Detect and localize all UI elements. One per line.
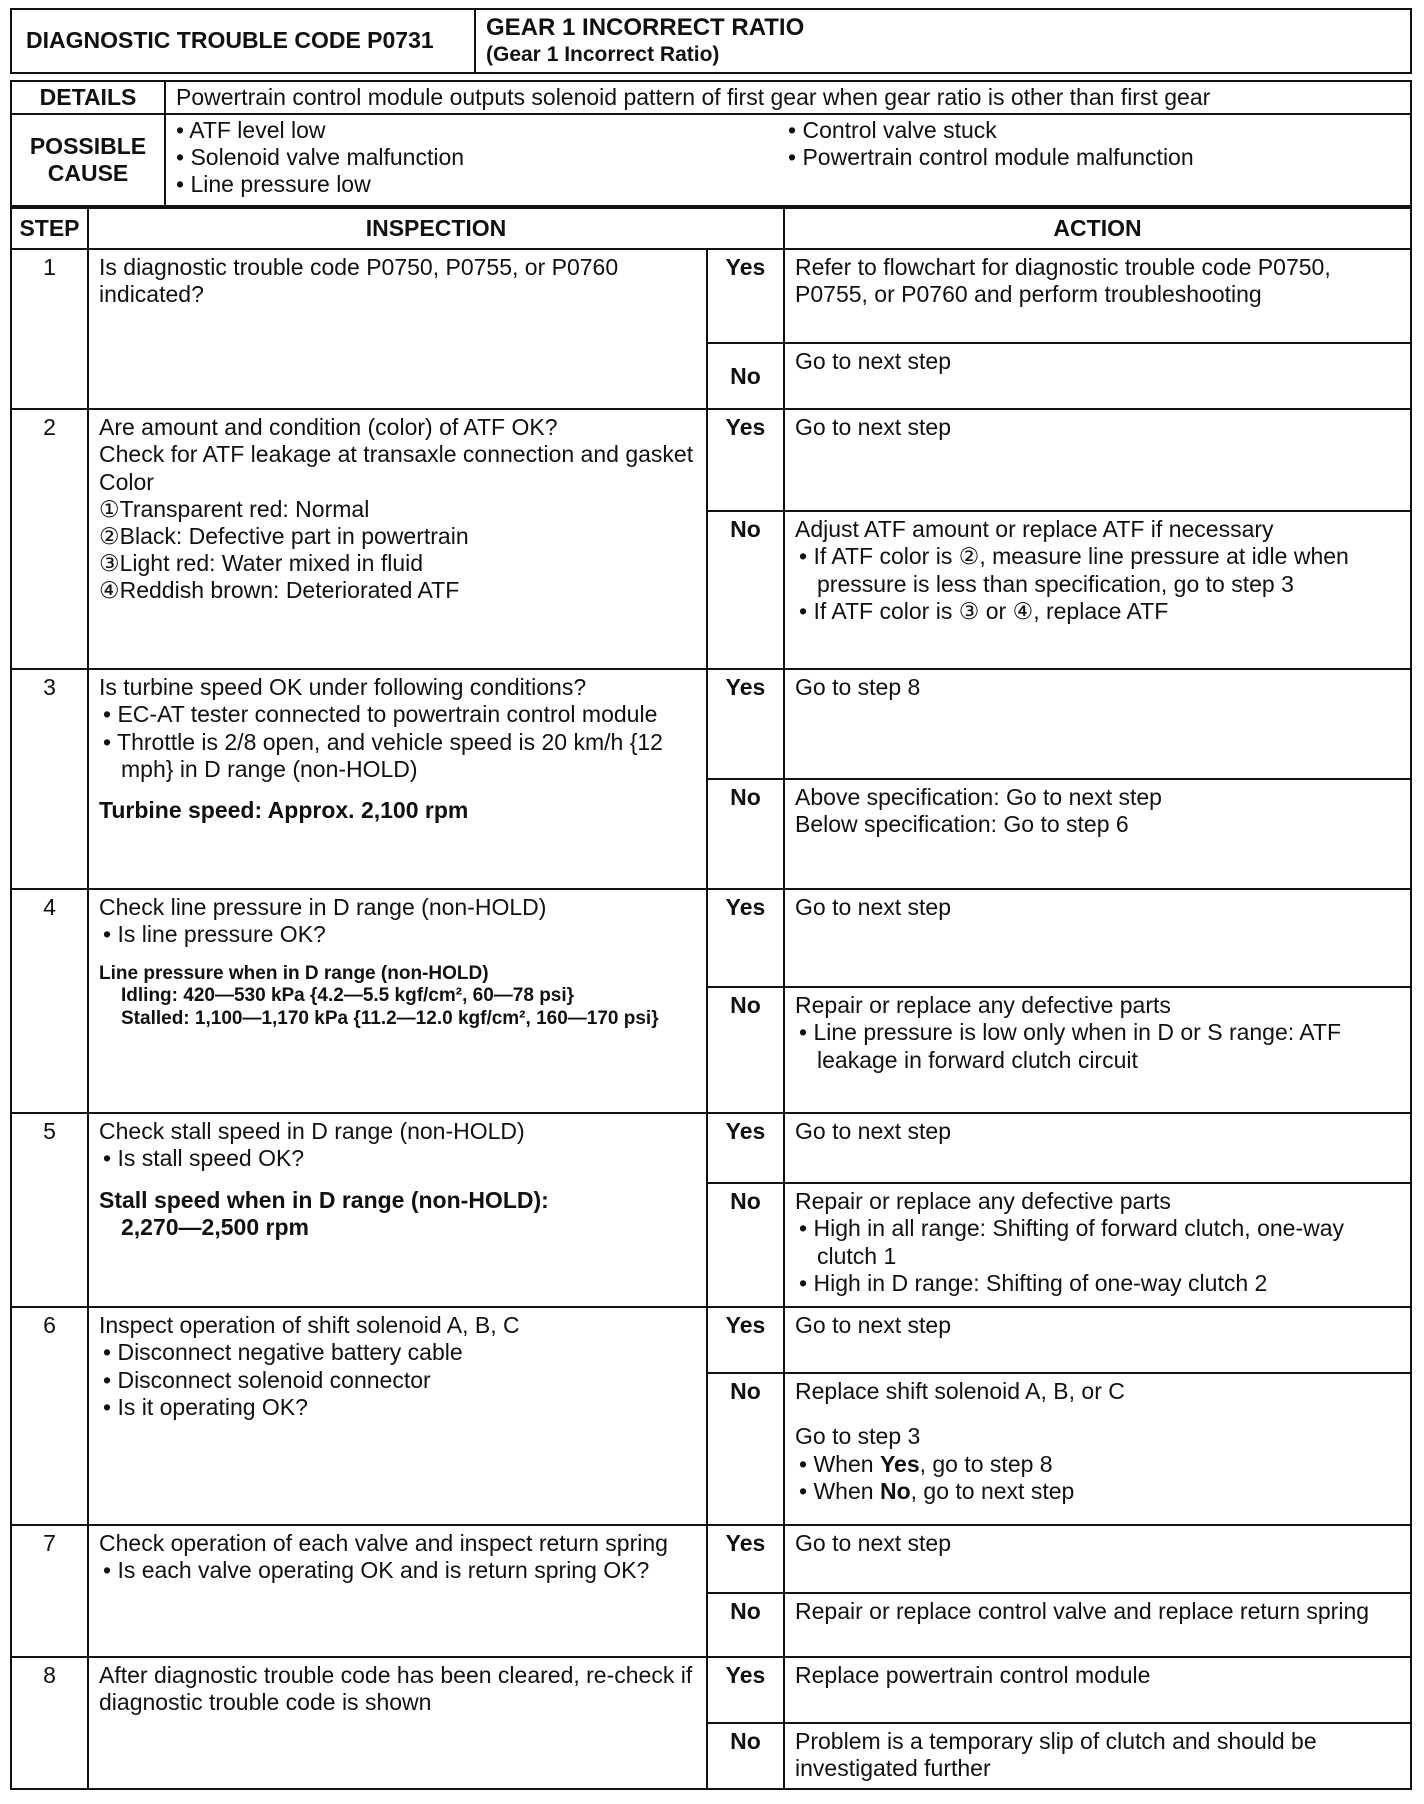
- spec-value: 2,270—2,500 rpm: [121, 1213, 309, 1240]
- details-table: [10, 80, 1412, 207]
- no-action: [784, 511, 1411, 669]
- col-inspection-header: INSPECTION: [88, 208, 784, 249]
- dtc-title-cell: [475, 9, 1411, 73]
- yes-action: [784, 1657, 1411, 1723]
- details-text: Powertrain control module outputs solenoid pattern of first gear when gear ratio is other than first gear: [165, 81, 1411, 114]
- dtc-code-label: DIAGNOSTIC TROUBLE CODE P0731: [26, 27, 434, 54]
- yes-action: [784, 1307, 1411, 1373]
- dtc-title: GEAR 1 INCORRECT RATIO: [486, 14, 805, 42]
- line-pressure-spec: [99, 963, 696, 1031]
- step-number: 8: [11, 1657, 88, 1789]
- action-line: Below specification: Go to step 6: [795, 811, 1129, 838]
- step-row: [11, 669, 1411, 779]
- possible-cause-label: [11, 114, 165, 206]
- step-inspection: [88, 249, 707, 409]
- no-label: No: [707, 779, 784, 889]
- action-bullet: • If ATF color is ③ or ④, replace ATF: [795, 598, 1400, 625]
- inspection-line: Is diagnostic trouble code P0750, P0755, or P0760 indicated?: [99, 254, 619, 308]
- yes-label: Yes: [707, 1307, 784, 1373]
- action-line: Problem is a temporary slip of clutch and should be investigated further: [795, 1728, 1317, 1782]
- inspection-line: ①Transparent red: Normal: [99, 495, 370, 522]
- inspection-bullet: • Disconnect solenoid connector: [99, 1367, 696, 1394]
- inspection-line: ③Light red: Water mixed in fluid: [99, 549, 424, 576]
- inspection-line: Check stall speed in D range (non-HOLD): [99, 1118, 525, 1145]
- step-inspection: [88, 669, 707, 889]
- action-line: Go to step 3: [795, 1423, 921, 1450]
- step-row: [11, 409, 1411, 511]
- no-action: [784, 343, 1411, 409]
- inspection-bullet: • Is each valve operating OK and is return spring OK?: [99, 1557, 696, 1584]
- turbine-speed-spec: Turbine speed: Approx. 2,100 rpm: [99, 796, 469, 823]
- action-bullet: • High in D range: Shifting of one-way clutch 2: [795, 1270, 1400, 1297]
- spec-title: Line pressure when in D range (non-HOLD): [99, 962, 489, 984]
- no-action: [784, 1723, 1411, 1789]
- action-line: Replace powertrain control module: [795, 1662, 1151, 1689]
- step-row: [11, 1113, 1411, 1183]
- dtc-header-table: [10, 8, 1412, 74]
- no-label: No: [707, 1723, 784, 1789]
- no-label: No: [707, 1373, 784, 1525]
- action-line: Go to next step: [795, 1530, 951, 1557]
- inspection-line: Check line pressure in D range (non-HOLD): [99, 894, 547, 921]
- action-line: Adjust ATF amount or replace ATF if necessary: [795, 516, 1274, 543]
- action-line: Refer to flowchart for diagnostic trouble code P0750, P0755, or P0760 and perform troubleshooting: [795, 254, 1331, 308]
- step-number: 6: [11, 1307, 88, 1525]
- yes-action: [784, 249, 1411, 343]
- yes-label: Yes: [707, 409, 784, 511]
- inspection-line: ②Black: Defective part in powertrain: [99, 522, 469, 549]
- inspection-line: ④Reddish brown: Deteriorated ATF: [99, 577, 460, 603]
- no-action: [784, 1593, 1411, 1657]
- action-bullet: • High in all range: Shifting of forward clutch, one-way clutch 1: [795, 1215, 1400, 1269]
- action-line: Go to next step: [795, 894, 951, 921]
- inspection-line: Inspect operation of shift solenoid A, B, C: [99, 1312, 520, 1339]
- col-action-header: ACTION: [784, 208, 1411, 249]
- step-row: [11, 1525, 1411, 1593]
- step-inspection: [88, 889, 707, 1113]
- yes-label: Yes: [707, 1525, 784, 1593]
- inspection-line: Color: [99, 468, 154, 495]
- no-action: [784, 1183, 1411, 1307]
- action-line: Go to next step: [795, 1312, 951, 1339]
- yes-label: Yes: [707, 249, 784, 343]
- action-line: Go to next step: [795, 348, 951, 375]
- yes-action: [784, 1525, 1411, 1593]
- action-line: Go to next step: [795, 414, 951, 441]
- inspection-bullet: • Is it operating OK?: [99, 1394, 696, 1421]
- action-bullet: • When No, go to next step: [795, 1478, 1400, 1505]
- action-bullet: • When Yes, go to step 8: [795, 1451, 1400, 1478]
- stall-speed-spec: [99, 1187, 696, 1241]
- action-line: Repair or replace any defective parts: [795, 992, 1171, 1019]
- action-line: Replace shift solenoid A, B, or C: [795, 1378, 1125, 1405]
- step-row: [11, 1307, 1411, 1373]
- step-inspection: [88, 1525, 707, 1657]
- yes-label: Yes: [707, 669, 784, 779]
- action-bullet: • Line pressure is low only when in D or S range: ATF leakage in forward clutch circuit: [795, 1019, 1400, 1073]
- step-number: 7: [11, 1525, 88, 1657]
- step-inspection: [88, 409, 707, 669]
- inspection-line: After diagnostic trouble code has been cleared, re-check if diagnostic trouble code is shown: [99, 1662, 693, 1716]
- yes-action: [784, 889, 1411, 987]
- spec-title: Stall speed when in D range (non-HOLD):: [99, 1186, 549, 1213]
- step-row: [11, 889, 1411, 987]
- no-label: No: [707, 1183, 784, 1307]
- dtc-subtitle: (Gear 1 Incorrect Ratio): [486, 42, 720, 66]
- no-label: No: [707, 511, 784, 669]
- details-label: DETAILS: [11, 81, 165, 114]
- possible-cause-list: [165, 114, 1411, 206]
- action-bullet: • If ATF color is ②, measure line pressure at idle when pressure is less than specification, go to step 3: [795, 543, 1400, 597]
- action-line: Repair or replace any defective parts: [795, 1188, 1171, 1215]
- no-label: No: [707, 343, 784, 409]
- no-label: No: [707, 1593, 784, 1657]
- inspection-line: Are amount and condition (color) of ATF OK?: [99, 414, 558, 441]
- action-line: Repair or replace control valve and replace return spring: [795, 1598, 1370, 1625]
- possible-cause-label-2: CAUSE: [47, 160, 129, 187]
- no-action: [784, 987, 1411, 1113]
- step-number: 1: [11, 249, 88, 409]
- step-inspection: [88, 1657, 707, 1789]
- cause-item: • Solenoid valve malfunction: [176, 144, 788, 171]
- yes-action: [784, 669, 1411, 779]
- step-number: 4: [11, 889, 88, 1113]
- yes-label: Yes: [707, 889, 784, 987]
- inspection-line: Check for ATF leakage at transaxle connection and gasket: [99, 441, 694, 468]
- possible-cause-label-1: POSSIBLE: [29, 133, 147, 159]
- cause-item: • Line pressure low: [176, 171, 788, 198]
- inspection-bullet: • Throttle is 2/8 open, and vehicle speed is 20 km/h {12 mph} in D range (non-HOLD): [99, 729, 696, 783]
- col-step-header: STEP: [11, 208, 88, 249]
- action-line: Go to next step: [795, 1118, 951, 1145]
- inspection-bullet: • Is stall speed OK?: [99, 1145, 696, 1172]
- possible-cause-right: [788, 117, 1400, 198]
- steps-table: [10, 207, 1412, 1790]
- inspection-line: Check operation of each valve and inspect return spring: [99, 1530, 668, 1557]
- possible-cause-left: [176, 117, 788, 198]
- no-label: No: [707, 987, 784, 1113]
- yes-label: Yes: [707, 1113, 784, 1183]
- dtc-code-cell: [11, 9, 475, 73]
- inspection-bullet: • EC-AT tester connected to powertrain control module: [99, 701, 696, 728]
- yes-action: [784, 409, 1411, 511]
- step-number: 2: [11, 409, 88, 669]
- inspection-bullet: • Disconnect negative battery cable: [99, 1339, 696, 1366]
- step-number: 3: [11, 669, 88, 889]
- no-action: [784, 779, 1411, 889]
- step-row: [11, 249, 1411, 343]
- yes-action: [784, 1113, 1411, 1183]
- step-inspection: [88, 1113, 707, 1307]
- dtc-page: [10, 8, 1412, 1790]
- no-action: [784, 1373, 1411, 1525]
- step-row: [11, 1657, 1411, 1723]
- inspection-line: Is turbine speed OK under following conditions?: [99, 674, 587, 701]
- action-line: Above specification: Go to next step: [795, 784, 1162, 811]
- step-number: 5: [11, 1113, 88, 1307]
- step-inspection: [88, 1307, 707, 1525]
- inspection-bullet: • Is line pressure OK?: [99, 921, 696, 948]
- action-line: Go to step 8: [795, 674, 921, 701]
- cause-item: • Control valve stuck: [788, 117, 1400, 144]
- spec-idling: Idling: 420—530 kPa {4.2—5.5 kgf/cm², 60—78 psi}: [121, 985, 575, 1007]
- cause-item: • ATF level low: [176, 117, 788, 144]
- cause-item: • Powertrain control module malfunction: [788, 144, 1400, 171]
- spec-stalled: Stalled: 1,100—1,170 kPa {11.2—12.0 kgf/cm², 160—170 psi}: [121, 1008, 659, 1030]
- yes-label: Yes: [707, 1657, 784, 1723]
